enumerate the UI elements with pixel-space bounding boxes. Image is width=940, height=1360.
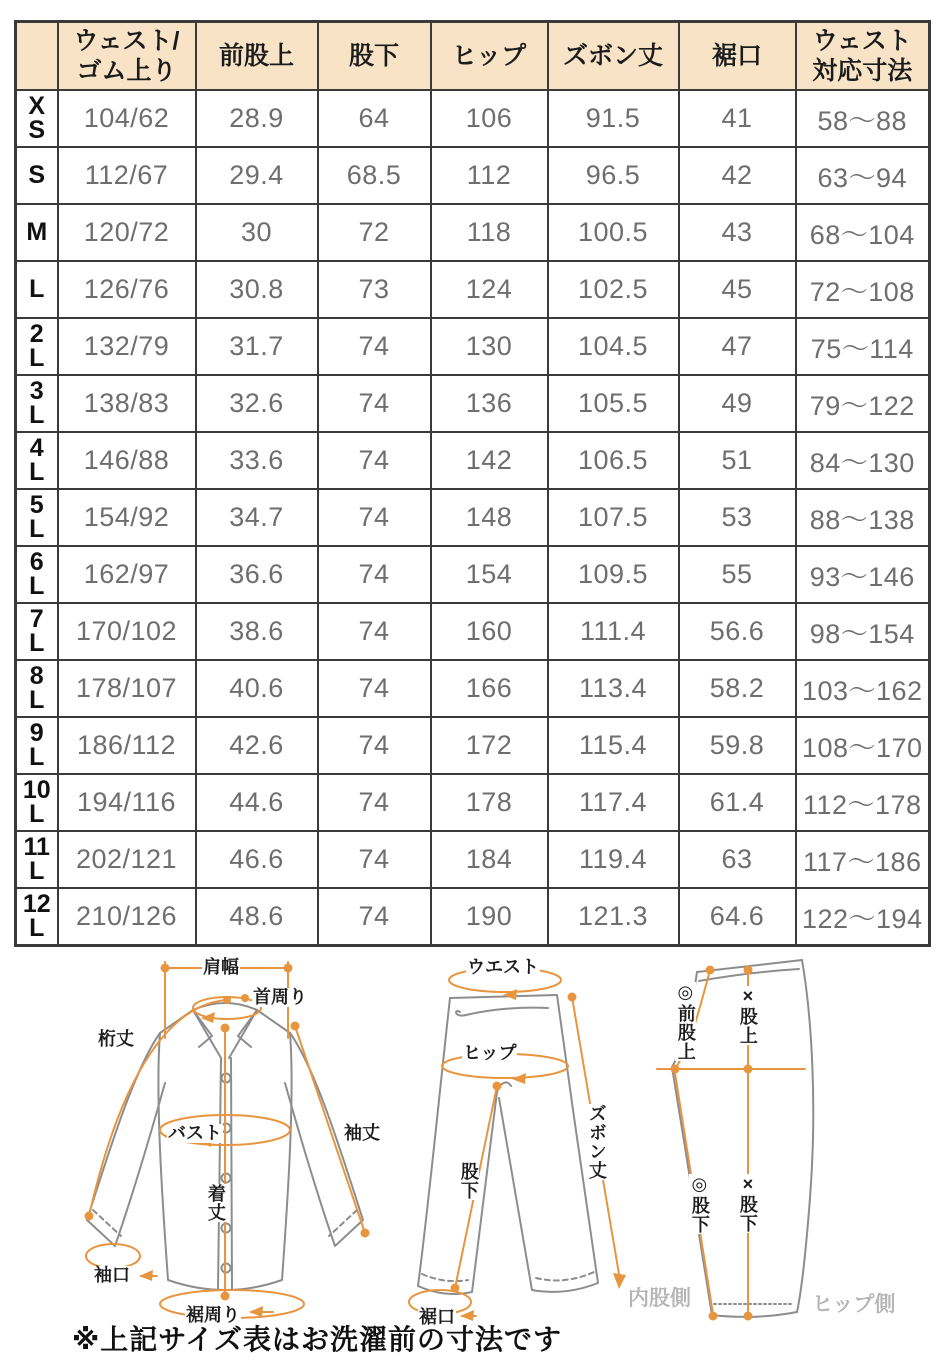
body-length-label: 着丈 bbox=[205, 1184, 226, 1222]
size-value-cell: 202/121 bbox=[58, 831, 196, 888]
size-label: 8 L bbox=[16, 660, 58, 717]
rise-label: ×股上 bbox=[737, 986, 758, 1045]
size-value-cell: 172 bbox=[431, 717, 548, 774]
size-value-cell: 64 bbox=[318, 90, 431, 147]
size-value-cell: 115.4 bbox=[548, 717, 679, 774]
size-value-cell: 93～146 bbox=[796, 546, 930, 603]
size-value-cell: 154/92 bbox=[58, 489, 196, 546]
size-value-cell: 47 bbox=[679, 318, 796, 375]
hip-side-label: ヒップ側 bbox=[812, 1293, 896, 1316]
size-value-cell: 74 bbox=[318, 831, 431, 888]
size-value-cell: 28.9 bbox=[196, 90, 318, 147]
shirt-measure-diagram bbox=[55, 948, 407, 1343]
pants-length-label: ズボン丈 bbox=[586, 1104, 607, 1180]
table-row bbox=[16, 603, 930, 660]
size-value-cell: 51 bbox=[679, 432, 796, 489]
inner-thigh-side-label: 内股側 bbox=[628, 1287, 691, 1310]
size-value-cell: 100.5 bbox=[548, 204, 679, 261]
size-value-cell: 84～130 bbox=[796, 432, 930, 489]
size-value-cell: 74 bbox=[318, 489, 431, 546]
size-value-cell: 118 bbox=[431, 204, 548, 261]
waist-label: ウエスト bbox=[467, 957, 539, 977]
table-row bbox=[16, 717, 930, 774]
size-value-cell: 113.4 bbox=[548, 660, 679, 717]
size-value-cell: 160 bbox=[431, 603, 548, 660]
size-value-cell: 96.5 bbox=[548, 147, 679, 204]
size-value-cell: 136 bbox=[431, 375, 548, 432]
size-value-cell: 107.5 bbox=[548, 489, 679, 546]
size-value-cell: 104.5 bbox=[548, 318, 679, 375]
size-value-cell: 73 bbox=[318, 261, 431, 318]
size-value-cell: 72 bbox=[318, 204, 431, 261]
size-value-cell: 44.6 bbox=[196, 774, 318, 831]
size-value-cell: 119.4 bbox=[548, 831, 679, 888]
size-value-cell: 121.3 bbox=[548, 888, 679, 946]
size-value-cell: 33.6 bbox=[196, 432, 318, 489]
size-value-cell: 109.5 bbox=[548, 546, 679, 603]
size-value-cell: 112 bbox=[431, 147, 548, 204]
table-row bbox=[16, 660, 930, 717]
size-value-cell: 63～94 bbox=[796, 147, 930, 204]
size-value-cell: 74 bbox=[318, 888, 431, 946]
size-table-head-row bbox=[16, 22, 930, 91]
sleeve-total-length-label: 桁丈 bbox=[98, 1029, 134, 1049]
size-value-cell: 108～170 bbox=[796, 717, 930, 774]
size-value-cell: 117.4 bbox=[548, 774, 679, 831]
pre-wash-note: ※上記サイズ表はお洗濯前の寸法です bbox=[72, 1324, 562, 1355]
size-value-cell: 55 bbox=[679, 546, 796, 603]
table-row bbox=[16, 90, 930, 147]
size-label: M bbox=[16, 204, 58, 261]
pants-pattern-diagram bbox=[628, 948, 940, 1343]
size-value-cell: 30 bbox=[196, 204, 318, 261]
size-value-cell: 170/102 bbox=[58, 603, 196, 660]
size-value-cell: 122～194 bbox=[796, 888, 930, 946]
size-value-cell: 74 bbox=[318, 546, 431, 603]
size-value-cell: 74 bbox=[318, 432, 431, 489]
size-value-cell: 178 bbox=[431, 774, 548, 831]
size-value-cell: 48.6 bbox=[196, 888, 318, 946]
size-value-cell: 63 bbox=[679, 831, 796, 888]
size-value-cell: 38.6 bbox=[196, 603, 318, 660]
pants-outline-drawing bbox=[410, 948, 660, 1343]
size-label: 12 L bbox=[16, 888, 58, 946]
size-value-cell: 154 bbox=[431, 546, 548, 603]
size-value-cell: 74 bbox=[318, 660, 431, 717]
size-value-cell: 126/76 bbox=[58, 261, 196, 318]
hip-label: ヒップ bbox=[463, 1043, 517, 1063]
hem-girth-label: 裾周り bbox=[186, 1305, 240, 1325]
inseam-b-label: ×股下 bbox=[737, 1174, 758, 1233]
size-value-cell: 59.8 bbox=[679, 717, 796, 774]
size-table bbox=[14, 20, 931, 947]
size-value-cell: 111.4 bbox=[548, 603, 679, 660]
size-value-cell: 124 bbox=[431, 261, 548, 318]
size-value-cell: 117～186 bbox=[796, 831, 930, 888]
size-value-cell: 42 bbox=[679, 147, 796, 204]
table-row bbox=[16, 375, 930, 432]
size-value-cell: 61.4 bbox=[679, 774, 796, 831]
size-value-cell: 103～162 bbox=[796, 660, 930, 717]
size-value-cell: 210/126 bbox=[58, 888, 196, 946]
hem-opening-label: 裾口 bbox=[419, 1307, 455, 1327]
table-row bbox=[16, 147, 930, 204]
size-label: 9 L bbox=[16, 717, 58, 774]
size-label: 3 L bbox=[16, 375, 58, 432]
size-value-cell: 74 bbox=[318, 717, 431, 774]
column-header: ウェスト/ ゴム上り bbox=[58, 22, 196, 91]
size-value-cell: 186/112 bbox=[58, 717, 196, 774]
size-value-cell: 142 bbox=[431, 432, 548, 489]
size-label: X S bbox=[16, 90, 58, 147]
size-value-cell: 30.8 bbox=[196, 261, 318, 318]
column-header: ヒップ bbox=[431, 22, 548, 91]
size-label: 2 L bbox=[16, 318, 58, 375]
size-value-cell: 91.5 bbox=[548, 90, 679, 147]
size-value-cell: 105.5 bbox=[548, 375, 679, 432]
size-value-cell: 102.5 bbox=[548, 261, 679, 318]
table-row bbox=[16, 546, 930, 603]
table-row bbox=[16, 831, 930, 888]
size-value-cell: 106 bbox=[431, 90, 548, 147]
size-value-cell: 45 bbox=[679, 261, 796, 318]
shoulder-width-label: 肩幅 bbox=[203, 957, 239, 977]
size-value-cell: 75～114 bbox=[796, 318, 930, 375]
size-value-cell: 46.6 bbox=[196, 831, 318, 888]
size-value-cell: 58.2 bbox=[679, 660, 796, 717]
column-header: 股下 bbox=[318, 22, 431, 91]
size-value-cell: 34.7 bbox=[196, 489, 318, 546]
size-value-cell: 120/72 bbox=[58, 204, 196, 261]
size-value-cell: 68.5 bbox=[318, 147, 431, 204]
size-value-cell: 146/88 bbox=[58, 432, 196, 489]
size-value-cell: 132/79 bbox=[58, 318, 196, 375]
size-value-cell: 31.7 bbox=[196, 318, 318, 375]
front-rise-label: ◎前股上 bbox=[675, 982, 696, 1061]
neck-girth-label: 首周り bbox=[253, 987, 307, 1007]
size-label: 5 L bbox=[16, 489, 58, 546]
size-value-cell: 98～154 bbox=[796, 603, 930, 660]
column-header: 前股上 bbox=[196, 22, 318, 91]
size-label: S bbox=[16, 147, 58, 204]
size-value-cell: 56.6 bbox=[679, 603, 796, 660]
table-row bbox=[16, 489, 930, 546]
size-label: 10 L bbox=[16, 774, 58, 831]
size-value-cell: 64.6 bbox=[679, 888, 796, 946]
corner-cell bbox=[16, 22, 58, 91]
size-value-cell: 68～104 bbox=[796, 204, 930, 261]
size-value-cell: 178/107 bbox=[58, 660, 196, 717]
size-value-cell: 106.5 bbox=[548, 432, 679, 489]
size-value-cell: 104/62 bbox=[58, 90, 196, 147]
size-value-cell: 58～88 bbox=[796, 90, 930, 147]
column-header: ウェスト 対応寸法 bbox=[796, 22, 930, 91]
cuff-opening-label: 袖口 bbox=[94, 1265, 130, 1285]
size-value-cell: 53 bbox=[679, 489, 796, 546]
size-value-cell: 194/116 bbox=[58, 774, 196, 831]
table-row bbox=[16, 261, 930, 318]
size-label: 11 L bbox=[16, 831, 58, 888]
size-value-cell: 41 bbox=[679, 90, 796, 147]
size-value-cell: 162/97 bbox=[58, 546, 196, 603]
table-row bbox=[16, 774, 930, 831]
bust-label: バスト bbox=[168, 1123, 222, 1143]
size-value-cell: 166 bbox=[431, 660, 548, 717]
table-row bbox=[16, 432, 930, 489]
size-value-cell: 79～122 bbox=[796, 375, 930, 432]
size-label: L bbox=[16, 261, 58, 318]
size-value-cell: 32.6 bbox=[196, 375, 318, 432]
size-table-body bbox=[16, 90, 930, 946]
pattern-outline-drawing bbox=[653, 948, 940, 1343]
size-value-cell: 42.6 bbox=[196, 717, 318, 774]
inseam-a-label: ◎股下 bbox=[689, 1174, 710, 1234]
size-value-cell: 112/67 bbox=[58, 147, 196, 204]
size-value-cell: 184 bbox=[431, 831, 548, 888]
size-label: 7 L bbox=[16, 603, 58, 660]
size-value-cell: 138/83 bbox=[58, 375, 196, 432]
size-value-cell: 72～108 bbox=[796, 261, 930, 318]
inseam-label: 股下 bbox=[458, 1162, 479, 1200]
size-value-cell: 74 bbox=[318, 603, 431, 660]
size-value-cell: 74 bbox=[318, 774, 431, 831]
size-value-cell: 74 bbox=[318, 318, 431, 375]
size-value-cell: 49 bbox=[679, 375, 796, 432]
size-value-cell: 112～178 bbox=[796, 774, 930, 831]
size-value-cell: 190 bbox=[431, 888, 548, 946]
pants-measure-diagram bbox=[410, 948, 660, 1343]
table-row bbox=[16, 204, 930, 261]
column-header: ズボン丈 bbox=[548, 22, 679, 91]
size-value-cell: 43 bbox=[679, 204, 796, 261]
table-row bbox=[16, 888, 930, 946]
size-value-cell: 36.6 bbox=[196, 546, 318, 603]
table-row bbox=[16, 318, 930, 375]
size-value-cell: 40.6 bbox=[196, 660, 318, 717]
size-value-cell: 130 bbox=[431, 318, 548, 375]
size-label: 4 L bbox=[16, 432, 58, 489]
sleeve-length-label: 袖丈 bbox=[344, 1123, 380, 1143]
size-value-cell: 148 bbox=[431, 489, 548, 546]
size-value-cell: 29.4 bbox=[196, 147, 318, 204]
size-value-cell: 74 bbox=[318, 375, 431, 432]
size-value-cell: 88～138 bbox=[796, 489, 930, 546]
column-header: 裾口 bbox=[679, 22, 796, 91]
size-label: 6 L bbox=[16, 546, 58, 603]
